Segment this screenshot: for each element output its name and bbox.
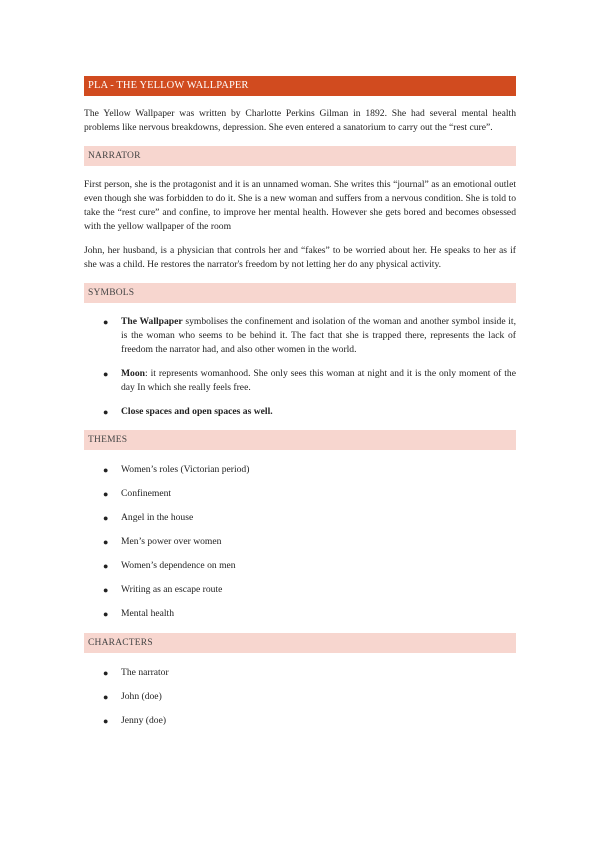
- bullet-icon: ●: [103, 317, 109, 327]
- character-label: The narrator: [121, 667, 169, 678]
- theme-label: Women’s roles (Victorian period): [121, 464, 250, 475]
- list-item: [84, 315, 516, 357]
- list-item: [84, 405, 516, 419]
- symbol-term: The Wallpaper: [121, 316, 183, 327]
- theme-label: Women’s dependence on men: [121, 560, 236, 571]
- bullet-icon: ●: [103, 585, 109, 595]
- characters-list: [84, 666, 516, 728]
- theme-label: Men’s power over women: [121, 536, 222, 547]
- bullet-icon: ●: [103, 692, 109, 702]
- bullet-icon: ●: [103, 609, 109, 619]
- theme-label: Mental health: [121, 608, 175, 619]
- bullet-icon: ●: [103, 668, 109, 678]
- list-item: [84, 714, 516, 728]
- theme-label: Confinement: [121, 488, 172, 499]
- section-heading-themes: THEMES: [84, 430, 516, 450]
- bullet-icon: ●: [103, 716, 109, 726]
- symbols-list: [84, 315, 516, 419]
- list-item: [84, 535, 516, 549]
- theme-label: Writing as an escape route: [121, 584, 223, 595]
- section-heading-symbols: SYMBOLS: [84, 283, 516, 303]
- intro-paragraph: The Yellow Wallpaper was written by Charlotte Perkins Gilman in 1892. She had several mental health problems like nervous breakdowns, depression. She even entered a sanatorium to carry out the “rest cure”.: [84, 108, 516, 133]
- symbol-description: : it represents womanhood. She only sees this woman at night and it is the only moment of the day In which she really feels free.: [121, 368, 516, 393]
- bullet-icon: ●: [103, 369, 109, 379]
- list-item: [84, 690, 516, 704]
- character-label: John (doe): [121, 691, 162, 702]
- bullet-icon: ●: [103, 513, 109, 523]
- character-label: Jenny (doe): [121, 715, 167, 726]
- list-item: [84, 511, 516, 525]
- list-item: [84, 666, 516, 680]
- list-item: [84, 583, 516, 597]
- list-item: [84, 607, 516, 621]
- document-page: [84, 76, 516, 740]
- list-item: [84, 559, 516, 573]
- bullet-icon: ●: [103, 407, 109, 417]
- page-title: PLA - THE YELLOW WALLPAPER: [84, 76, 516, 96]
- theme-label: Angel in the house: [121, 512, 194, 523]
- symbol-term: Close spaces and open spaces as well.: [121, 406, 273, 417]
- list-item: [84, 367, 516, 395]
- list-item: [84, 487, 516, 501]
- list-item: [84, 463, 516, 477]
- symbol-term: Moon: [121, 368, 145, 379]
- bullet-icon: ●: [103, 561, 109, 571]
- narrator-paragraph-1: First person, she is the protagonist and it is an unnamed woman. She writes this “journal” as an emotional outlet even though she was forbidden to do it. She is a new woman and suffers from a nervous condition. She is told to take the “rest cure” and confine, to improve her mental health. However she gets bored and becomes obsessed with the yellow wallpaper of the room: [84, 179, 516, 232]
- symbol-description: symbolises the confinement and isolation of the woman and another symbol inside it, is the woman who seems to be behind it. The fact that she is trapped there, represents the lack of freedom the narrator had, and also other women in the world.: [121, 316, 516, 355]
- narrator-paragraph-2: John, her husband, is a physician that controls her and “fakes” to be worried about her. He speaks to her as if she was a child. He restores the narrator's freedom by not letting her do any physical activity.: [84, 245, 516, 270]
- section-heading-characters: CHARACTERS: [84, 633, 516, 653]
- bullet-icon: ●: [103, 465, 109, 475]
- themes-list: [84, 463, 516, 621]
- bullet-icon: ●: [103, 489, 109, 499]
- section-heading-narrator: NARRATOR: [84, 146, 516, 166]
- bullet-icon: ●: [103, 537, 109, 547]
